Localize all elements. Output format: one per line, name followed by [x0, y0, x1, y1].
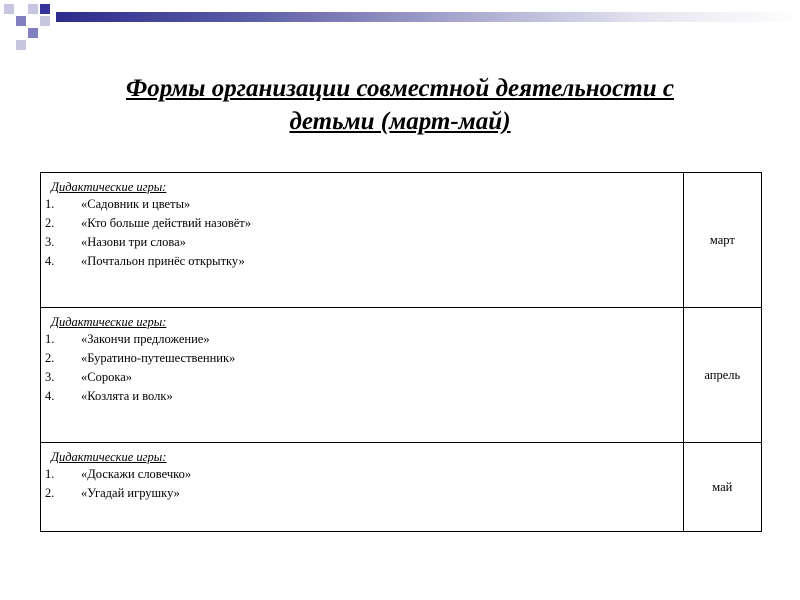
activities-cell — [41, 308, 684, 443]
item-text: «Сорока» — [81, 370, 133, 384]
list-item — [45, 368, 679, 387]
activities-cell — [41, 443, 684, 532]
item-number: 2. — [45, 486, 55, 500]
title-line-1: Формы организации совместной деятельности с — [126, 75, 674, 102]
item-number: 4. — [45, 254, 55, 268]
list-item — [45, 195, 679, 214]
header-decoration — [0, 0, 800, 50]
list-item — [45, 252, 679, 271]
list-item — [45, 387, 679, 406]
item-number: 2. — [45, 216, 55, 230]
item-number: 3. — [45, 235, 55, 249]
item-number: 2. — [45, 351, 55, 365]
deco-square — [40, 16, 50, 26]
deco-square — [4, 4, 14, 14]
list-item — [45, 214, 679, 233]
item-text: «Козлята и волк» — [81, 389, 173, 403]
activities-cell — [41, 173, 684, 308]
gradient-band — [56, 12, 800, 22]
item-text: «Буратино-путешественник» — [81, 351, 236, 365]
games-heading: Дидактические игры: — [51, 180, 167, 194]
item-text: «Садовник и цветы» — [81, 197, 191, 211]
month-cell: апрель — [683, 308, 761, 443]
deco-square — [28, 4, 38, 14]
games-heading: Дидактические игры: — [51, 450, 167, 464]
table-row — [41, 443, 762, 532]
activities-table — [40, 172, 762, 532]
title-line-2: детьми (март-май) — [289, 108, 511, 135]
item-number: 3. — [45, 370, 55, 384]
deco-square — [40, 4, 50, 14]
month-cell: май — [683, 443, 761, 532]
item-text: «Угадай игрушку» — [81, 486, 180, 500]
item-number: 4. — [45, 389, 55, 403]
deco-square — [28, 28, 38, 38]
list-item — [45, 330, 679, 349]
deco-square — [16, 40, 26, 50]
table-row — [41, 173, 762, 308]
item-number: 1. — [45, 332, 55, 346]
deco-square — [16, 16, 26, 26]
item-text: «Доскажи словечко» — [81, 467, 192, 481]
item-number: 1. — [45, 197, 55, 211]
page-title — [40, 72, 760, 138]
item-text: «Закончи предложение» — [81, 332, 210, 346]
games-heading: Дидактические игры: — [51, 315, 167, 329]
item-text: «Кто больше действий назовёт» — [81, 216, 251, 230]
month-cell: март — [683, 173, 761, 308]
table-row — [41, 308, 762, 443]
list-item — [45, 465, 679, 484]
list-item — [45, 349, 679, 368]
item-number: 1. — [45, 467, 55, 481]
item-text: «Почтальон принёс открытку» — [81, 254, 245, 268]
item-text: «Назови три слова» — [81, 235, 186, 249]
list-item — [45, 484, 679, 503]
list-item — [45, 233, 679, 252]
